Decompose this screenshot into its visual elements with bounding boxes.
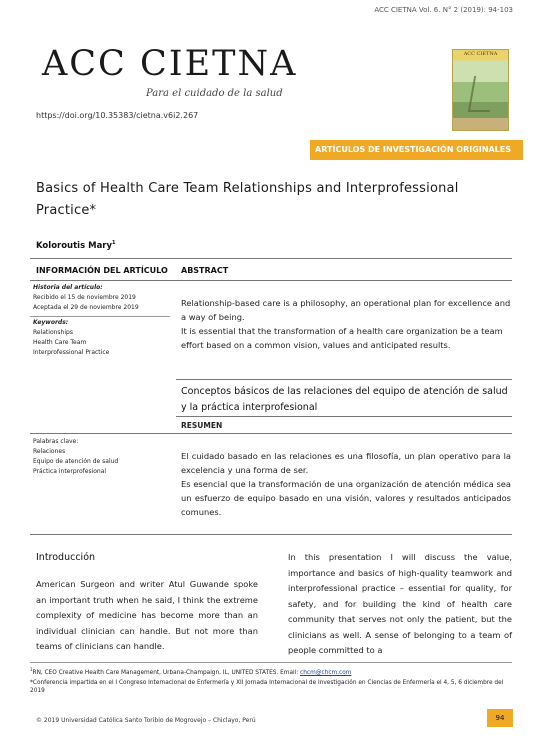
divider bbox=[30, 316, 170, 317]
journal-cover-image bbox=[452, 49, 509, 131]
divider bbox=[176, 379, 512, 380]
author-footnote-marker: 1 bbox=[112, 240, 116, 246]
divider bbox=[30, 258, 512, 259]
abstract-heading: ABSTRACT bbox=[181, 266, 229, 275]
keyword-item: Relationships bbox=[33, 329, 73, 336]
history-label: Historia del artículo: bbox=[33, 284, 103, 291]
keywords-block bbox=[33, 318, 173, 358]
spanish-title: Conceptos básicos de las relaciones del equipo de atención de salud y la práctica interprofesional bbox=[181, 386, 508, 413]
introduction-heading: Introducción bbox=[36, 552, 96, 563]
keyword-item: Health Care Team bbox=[33, 339, 87, 346]
footnote-divider bbox=[30, 662, 512, 663]
palabras-label: Palabras clave: bbox=[33, 438, 79, 445]
footnote-1 bbox=[30, 666, 512, 677]
abstract-paragraph: It is essential that the transformation of a health care organization be a team effort based on a common vision, values and anticipated results. bbox=[181, 326, 503, 350]
copyright: © 2019 Universidad Católica Santo Toribio de Mogrovejo – Chiclayo, Perú bbox=[36, 717, 256, 724]
resumen-paragraph: El cuidado basado en las relaciones es una filosofía, un plan operativo para la excelencia y una forma de ser. bbox=[181, 451, 511, 475]
journal-tagline: Para el cuidado de la salud bbox=[146, 88, 283, 99]
keyword-item: Interprofessional Practice bbox=[33, 349, 110, 356]
received-date: Recibido el 15 de noviembre 2019 bbox=[33, 294, 136, 301]
divider bbox=[176, 416, 512, 417]
resumen-heading: RESUMEN bbox=[181, 421, 223, 430]
doi-link[interactable]: https://doi.org/10.35383/cietna.v6i2.267 bbox=[36, 111, 199, 120]
footnote-marker: 1 bbox=[30, 667, 33, 672]
page-number: 94 bbox=[487, 709, 513, 727]
cover-title: ACC CIETNA bbox=[463, 51, 498, 57]
resumen-paragraph: Es esencial que la transformación de una organización de atención médica sea un esfuerzo de equipo basado en una visión, valores y resultados anticipados comunes. bbox=[181, 479, 511, 517]
email-link[interactable]: chcm@chcm.com bbox=[300, 669, 352, 676]
author bbox=[36, 240, 116, 251]
divider bbox=[30, 280, 512, 281]
palabra-item: Relaciones bbox=[33, 448, 66, 455]
footnote-1-text: RN, CEO Creative Health Care Management, Urbana-Champaign, IL, UNITED STATES. Email: bbox=[32, 669, 301, 676]
journal-reference: ACC CIETNA Vol. 6. N° 2 (2019): 94-103 bbox=[374, 6, 513, 14]
palabras-clave-block bbox=[33, 437, 173, 477]
tree-illustration bbox=[468, 76, 496, 112]
article-title: Basics of Health Care Team Relationships and Interprofessional Practice* bbox=[36, 181, 459, 218]
article-history bbox=[33, 283, 173, 313]
footnote-2: *Conferencia impartida en el I Congreso Internacional de Enfermería y XII Jornada Internacional de Investigación en Ciencias de Enfermería el 4, 5, 6 diciembre del 2019 bbox=[30, 680, 504, 694]
palabra-item: Equipo de atención de salud bbox=[33, 458, 119, 465]
abstract-paragraph: Relationship-based care is a philosophy, an operational plan for excellence and a way of being. bbox=[181, 298, 511, 322]
intro-right-paragraph: In this presentation I will discuss the value, importance and basics of high-quality teamwork and interprofessional practice – essential for quality, for safety, and for building the kind of health care community that serves not only the patient, but the clinicians as well. A sense of belonging to a team of people committed to a bbox=[288, 552, 512, 655]
divider bbox=[30, 433, 512, 434]
accepted-date: Aceptada el 29 de noviembre 2019 bbox=[33, 304, 139, 311]
author-name: Koloroutis Mary bbox=[36, 240, 113, 251]
palabra-item: Práctica interprofesional bbox=[33, 468, 107, 475]
section-banner bbox=[310, 140, 523, 160]
keywords-label: Keywords: bbox=[33, 319, 69, 326]
divider bbox=[30, 534, 512, 535]
article-info-heading: INFORMACIÓN DEL ARTÍCULO bbox=[36, 266, 168, 275]
journal-logo-text: ACC CIETNA bbox=[42, 44, 298, 84]
section-banner-label: ARTÍCULOS DE INVESTIGACIÓN ORIGINALES bbox=[315, 145, 511, 154]
intro-left-paragraph: American Surgeon and writer Atul Guwande spoke an important truth when he said, I think the extreme complexity of medicine has become more than an individual clinician can handle. But not more than teams of clinicians can handle. bbox=[36, 579, 258, 651]
